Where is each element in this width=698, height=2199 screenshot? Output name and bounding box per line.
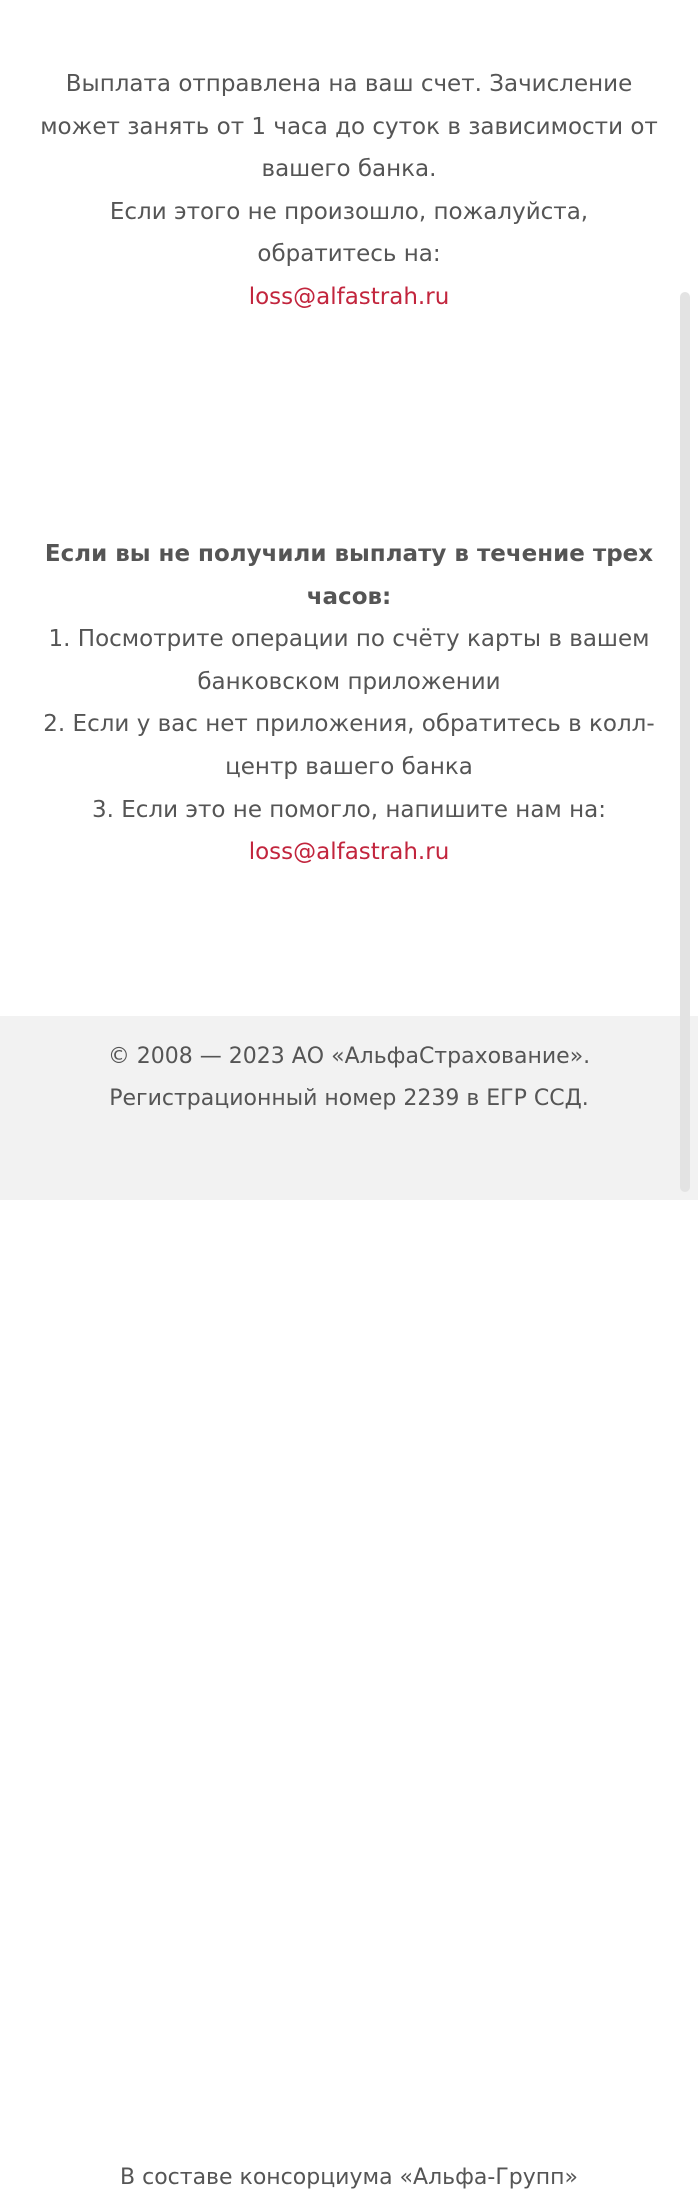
instruction-step-1-line-2: банковском приложении — [197, 668, 501, 695]
payment-sent-message — [40, 63, 658, 319]
page-footer — [0, 1016, 698, 2190]
payment-sent-text-line-2: может занять от 1 часа до суток в зависимости от — [40, 113, 658, 140]
consortium-text: В составе консорциума «Альфа-Групп» — [120, 2165, 578, 2190]
payment-sent-text-line-1: Выплата отправлена на ваш счет. Зачисление — [65, 71, 633, 97]
payment-sent-text-line-3: вашего банка. — [261, 156, 437, 183]
copyright-text: © 2008 — 2023 АО «АльфаСтрахование». — [107, 1044, 591, 1069]
instruction-step-3: 3. Если это не помогло, напишите нам на: — [92, 796, 606, 823]
contact-prompt-line-2: обратитесь на: — [257, 241, 441, 268]
instructions-heading-line-2: часов: — [306, 583, 392, 610]
instruction-step-2-line-1: 2. Если у вас нет приложения, обратитесь в колл- — [43, 711, 655, 738]
support-email-link[interactable]: loss@alfastrah.ru — [248, 283, 450, 310]
instructions-heading-line-1: Если вы не получили выплату в течение трех — [44, 541, 654, 567]
instruction-step-2-line-2: центр вашего банка — [225, 753, 473, 780]
contact-prompt-line-1: Если этого не произошло, пожалуйста, — [109, 198, 589, 225]
instructions-email-link[interactable]: loss@alfastrah.ru — [248, 839, 450, 866]
page-scrollbar[interactable] — [680, 292, 690, 1192]
footer-legal — [20, 1036, 678, 1120]
instruction-step-1-line-1: 1. Посмотрите операции по счёту карты в вашем — [48, 626, 650, 653]
no-payment-instructions — [40, 533, 658, 874]
registration-number-text: Регистрационный номер 2239 в ЕГР ССД. — [109, 1086, 589, 1111]
